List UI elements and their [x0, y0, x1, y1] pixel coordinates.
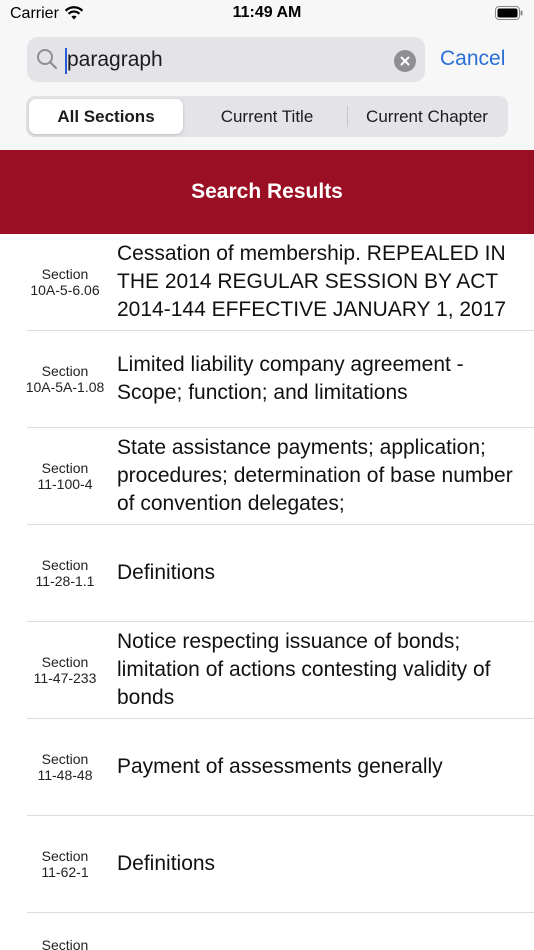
- results-title: Search Results: [191, 180, 343, 203]
- section-title: Definitions: [117, 561, 216, 584]
- section-title-cell: [117, 525, 522, 621]
- section-label: Section: [41, 460, 89, 476]
- section-title-cell: [117, 234, 522, 330]
- result-row[interactable]: [0, 331, 534, 428]
- status-bar: [0, 0, 534, 28]
- result-row[interactable]: [0, 428, 534, 525]
- section-title-cell: [117, 719, 522, 815]
- section-id: [10, 428, 120, 524]
- carrier-label: Carrier: [10, 5, 59, 22]
- results-list[interactable]: [0, 234, 534, 950]
- scope-segmented-control: [26, 96, 508, 137]
- section-title-cell: [117, 622, 522, 718]
- clock: 11:49 AM: [232, 4, 302, 21]
- result-row[interactable]: [0, 622, 534, 719]
- search-input[interactable]: [67, 37, 387, 82]
- section-label: Section: [41, 266, 89, 282]
- section-number: 10A-5-6.06: [30, 282, 100, 298]
- result-row[interactable]: [0, 816, 534, 913]
- result-row[interactable]: [0, 719, 534, 816]
- segment-current-chapter[interactable]: Current Chapter: [366, 107, 488, 126]
- section-id: [10, 622, 120, 718]
- section-id: [10, 525, 120, 621]
- section-title: Cessation of membership. REPEALED IN THE 2014 REGULAR SESSION BY ACT 2014-144 EFFECTIVE JANUARY 1, 2017: [117, 242, 507, 321]
- section-title: Limited liability company agreement - Scope; function; and limitations: [117, 353, 464, 404]
- section-title-cell: [117, 331, 522, 427]
- result-row[interactable]: [0, 913, 534, 950]
- section-id: [10, 719, 120, 815]
- section-number: 11-47-233: [33, 670, 97, 686]
- text-cursor: [65, 48, 67, 74]
- section-id: [10, 234, 120, 330]
- section-id: [10, 913, 120, 950]
- section-label: Section: [41, 937, 89, 950]
- clear-search-button[interactable]: [394, 50, 416, 72]
- segment-current-title[interactable]: Current Title: [220, 107, 314, 126]
- section-label: Section: [41, 363, 89, 379]
- section-number: 11-48-48: [37, 767, 93, 783]
- section-title: State assistance payments; application; procedures; determination of base number of convention delegates;: [117, 436, 513, 515]
- section-title-cell: [117, 428, 522, 524]
- section-title: Notice respecting issuance of bonds; limitation of actions contesting validity of bonds: [117, 630, 491, 709]
- section-id: [10, 331, 120, 427]
- result-row[interactable]: [0, 234, 534, 331]
- results-header: [0, 150, 534, 234]
- section-number: 11-28-1.1: [35, 573, 95, 589]
- section-number: 11-100-4: [37, 476, 93, 492]
- search-field[interactable]: [27, 37, 425, 82]
- result-row[interactable]: [0, 525, 534, 622]
- section-title-cell: [117, 816, 522, 912]
- section-label: Section: [41, 557, 89, 573]
- section-number: 10A-5A-1.08: [25, 379, 105, 395]
- section-label: Section: [41, 751, 89, 767]
- clear-icon: [394, 50, 416, 72]
- section-title-cell: [117, 913, 522, 950]
- section-label: Section: [41, 848, 89, 864]
- segment-all-sections[interactable]: All Sections: [29, 99, 183, 134]
- section-title: Payment of assessments generally: [117, 755, 443, 778]
- battery-icon: [495, 6, 523, 20]
- section-number: 11-62-1: [41, 864, 89, 880]
- search-icon: [36, 48, 58, 70]
- cancel-button[interactable]: Cancel: [440, 47, 506, 70]
- section-label: Section: [41, 654, 89, 670]
- top-bar: [0, 0, 534, 150]
- section-id: [10, 816, 120, 912]
- section-title: Definitions: [117, 852, 216, 875]
